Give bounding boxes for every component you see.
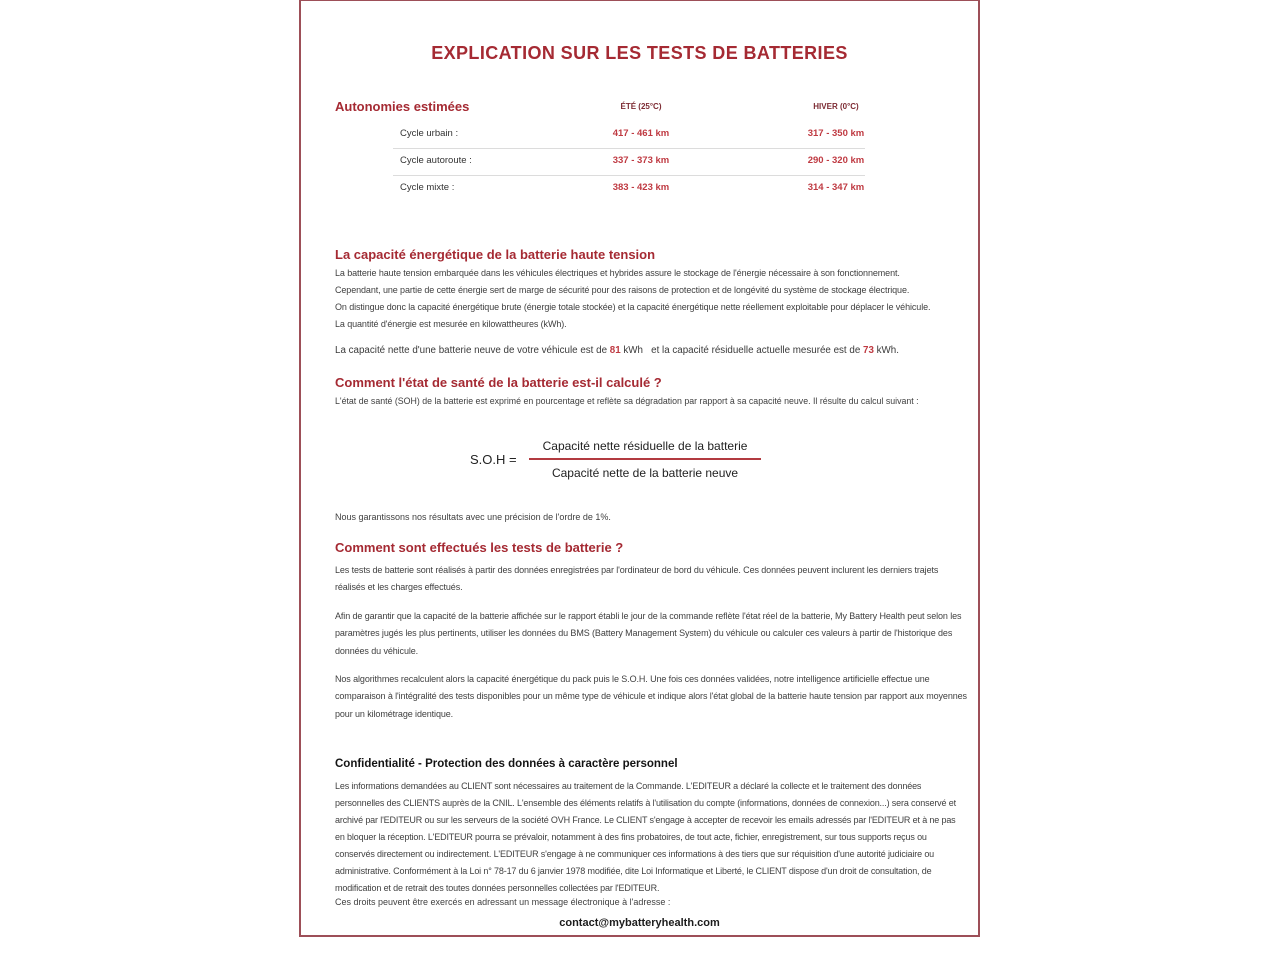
capacity-line: La batterie haute tension embarquée dans les véhicules électriques et hybrides assure le stockage de l'énergie nécessaire à son fonctionnement. <box>335 268 900 278</box>
row-value-winter: 290 - 320 km <box>807 155 865 166</box>
capacity-line: Cependant, une partie de cette énergie sert de marge de sécurité pour des raisons de protection et de longévité du système de stockage électrique. <box>335 285 910 295</box>
row-value-winter: 314 - 347 km <box>807 182 865 193</box>
row-value-winter: 317 - 350 km <box>807 128 865 139</box>
residual-capacity-value: 73 <box>863 345 874 356</box>
row-divider <box>393 175 865 176</box>
column-header-winter: HIVER (0°C) <box>813 102 859 111</box>
contact-intro: Ces droits peuvent être exercés en adressant un message électronique à l'adresse : <box>335 897 671 907</box>
tests-paragraph: Afin de garantir que la capacité de la batterie affichée sur le rapport établi le jour de la commande reflète l'état réel de la batterie, My Battery Health peut selon les paramètres jugés les plus pertinents, utiliser les données du BMS (Battery Management System) du véhicule ou calculer ces valeurs à partir de l'historique des données du véhicule. <box>335 611 962 656</box>
fraction-denominator: Capacité nette de la batterie neuve <box>551 466 739 480</box>
tests-paragraph: Les tests de batterie sont réalisés à partir des données enregistrées par l'ordinateur de bord du véhicule. Ces données peuvent inclurent les derniers trajets réalisés et les charges effectués. <box>335 565 939 593</box>
autonomy-title: Autonomies estimées <box>335 99 470 114</box>
table-row <box>301 182 978 196</box>
row-label: Cycle urbain : <box>400 128 459 139</box>
row-value-summer: 417 - 461 km <box>612 128 670 139</box>
tests-paragraph: Nos algorithmes recalculent alors la capacité énergétique du pack puis le S.O.H. Une fois ces données validées, notre intelligence artificielle effectue une comparaison à l'intégralité des tests disponibles pour un même type de véhicule et indique alors l'état global de la batterie haute tension par rapport aux moyennes pour un kilométrage identique. <box>335 674 967 719</box>
document-page <box>299 0 980 937</box>
privacy-heading: Confidentialité - Protection des données à caractère personnel <box>335 758 678 770</box>
row-divider <box>393 148 865 149</box>
row-value-summer: 337 - 373 km <box>612 155 670 166</box>
capacity-summary <box>335 345 899 356</box>
formula-fraction <box>529 439 762 480</box>
new-capacity-value: 81 <box>609 345 621 356</box>
soh-formula <box>470 439 761 480</box>
row-label: Cycle mixte : <box>400 182 455 193</box>
capacity-line: La quantité d'énergie est mesurée en kilowattheures (kWh). <box>335 319 567 329</box>
summary-text: La capacité nette d'une batterie neuve de votre véhicule est de <box>335 345 610 356</box>
contact-email: contact@mybatteryhealth.com <box>559 917 720 929</box>
capacity-section-heading: La capacité énergétique de la batterie haute tension <box>335 247 656 262</box>
column-header-summer: ÉTÉ (25°C) <box>620 102 662 111</box>
soh-intro: L'état de santé (SOH) de la batterie est exprimé en pourcentage et reflète sa dégradation par rapport à sa capacité neuve. Il résulte du calcul suivant : <box>335 396 919 406</box>
tests-section-heading: Comment sont effectués les tests de batterie ? <box>335 540 624 555</box>
soh-section-heading: Comment l'état de santé de la batterie est-il calculé ? <box>335 375 662 390</box>
row-label: Cycle autoroute : <box>400 155 472 166</box>
page-title: EXPLICATION SUR LES TESTS DE BATTERIES <box>431 43 848 63</box>
summary-unit: kWh. <box>873 345 899 356</box>
fraction-numerator: Capacité nette résiduelle de la batterie <box>542 439 748 453</box>
guarantee-note: Nous garantissons nos résultats avec une précision de l'ordre de 1%. <box>335 512 611 522</box>
row-value-summer: 383 - 423 km <box>612 182 670 193</box>
capacity-line: On distingue donc la capacité énergétique brute (énergie totale stockée) et la capacité énergétique nette réellement exploitable pour déplacer le véhicule. <box>335 302 931 312</box>
summary-text: et la capacité résiduelle actuelle mesurée est de <box>642 345 863 356</box>
table-row <box>301 128 978 142</box>
table-row <box>301 155 978 169</box>
formula-lhs: S.O.H = <box>470 452 517 467</box>
privacy-text: Les informations demandées au CLIENT sont nécessaires au traitement de la Commande. L'EDITEUR a déclaré la collecte et le traitement des données personnelles des CLIENTS auprès de la CNIL. L'ensemble des éléments relatifs à l'utilisation du compte (informations, données de connexion...) sera conservé et archivé par l'EDITEUR ou sur les serveurs de la société OVH France. Le CLIENT s'engage à accepter de recevoir les emails adressés par l'EDITEUR et à ne pas en bloquer la réception. L'EDITEUR pourra se prévaloir, notamment à des fins probatoires, de tout acte, fichier, enregistrement, sur tous supports reçus ou conservés directement ou indirectement. L'EDITEUR s'engage à ne communiquer ces informations à des tiers que sur réquisition d'une autorité judiciaire ou administrative. Conformément à la Loi n° 78-17 du 6 janvier 1978 modifiée, dite Loi Informatique et Liberté, le CLIENT dispose d'un droit de consultation, de modification et de retrait des toutes données personnelles collectées par l'EDITEUR. <box>335 781 956 893</box>
capacity-paragraph <box>335 265 967 333</box>
summary-unit: kWh <box>620 345 643 356</box>
